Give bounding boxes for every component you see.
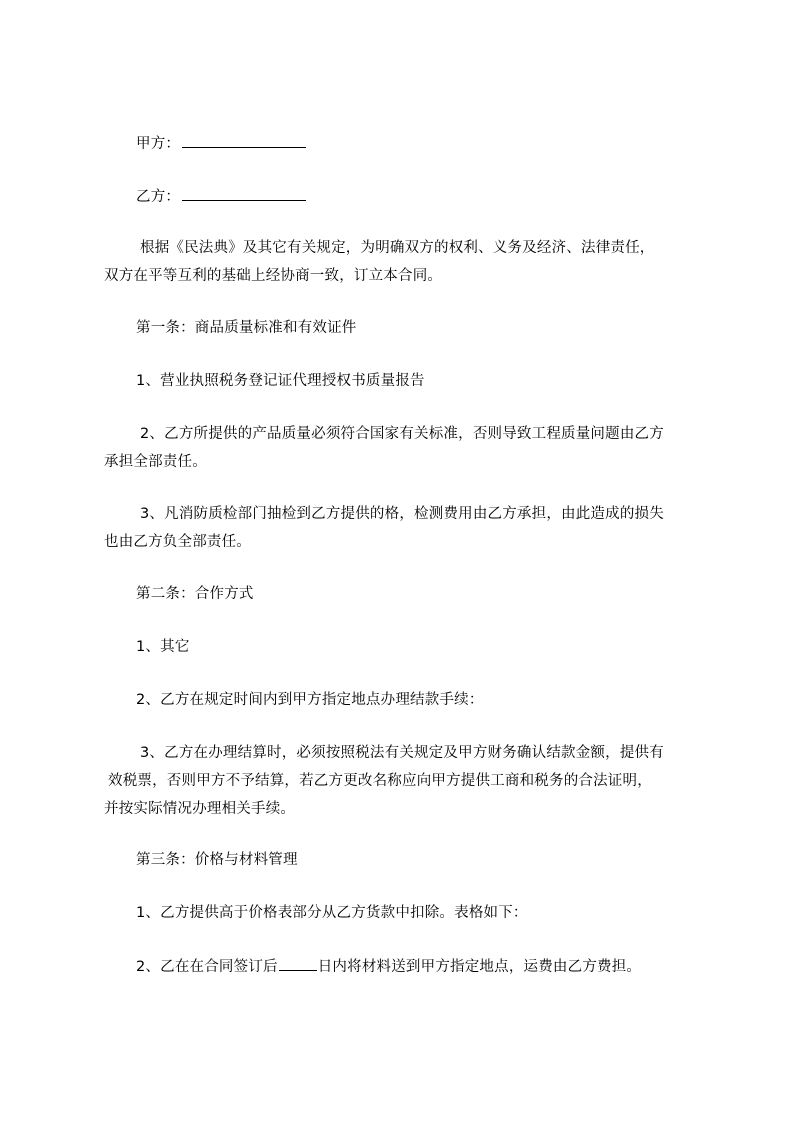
- article-1-item-1: 1、营业执照税务登记证代理授权书质量报告: [136, 373, 425, 389]
- article-1-item-3-line-2: 也由乙方负全部责任。: [104, 534, 251, 550]
- article-1-heading: 第一条：商品质量标准和有效证件: [136, 320, 357, 336]
- party-b-line: [136, 186, 306, 207]
- party-a-blank: [182, 133, 306, 148]
- article-2-item-3-line-2: 效税票，否则甲方不予结算，若乙方更改名称应向甲方提供工商和税务的合法证明，: [108, 773, 652, 789]
- article-1-item-2-line-2: 承担全部责任。: [104, 454, 207, 470]
- article-2-heading: 第二条：合作方式: [136, 586, 254, 602]
- article-2-item-3-line-1: 3、乙方在办理结算时，必须按照税法有关规定及甲方财务确认结款金额，提供有: [140, 745, 664, 761]
- article-3-item-2-before: 2、乙在在合同签订后: [136, 959, 278, 975]
- party-a-label: 甲方：: [136, 136, 181, 152]
- party-b-blank: [182, 186, 306, 201]
- party-a-line: [136, 133, 306, 154]
- article-2-item-1: 1、其它: [136, 639, 190, 655]
- article-1-item-2-line-1: 2、乙方所提供的产品质量必须符合国家有关标准，否则导致工程质量问题由乙方: [140, 426, 664, 442]
- article-3-item-2: [136, 956, 641, 977]
- delivery-days-blank: [279, 956, 317, 971]
- article-2-item-3-line-3: 并按实际情况办理相关手续。: [104, 801, 296, 817]
- preamble-line-1: 根据《民法典》及其它有关规定，为明确双方的权利、义务及经济、法律责任，: [140, 240, 655, 256]
- article-3-item-2-after: 日内将材料送到甲方指定地点，运费由乙方费担。: [317, 959, 642, 975]
- party-b-label: 乙方：: [136, 189, 181, 205]
- article-2-item-2: 2、乙方在规定时间内到甲方指定地点办理结款手续：: [136, 692, 484, 708]
- article-3-item-1: 1、乙方提供高于价格表部分从乙方货款中扣除。表格如下：: [136, 905, 528, 921]
- preamble-line-2: 双方在平等互利的基础上经协商一致，订立本合同。: [104, 268, 443, 284]
- article-1-item-3-line-1: 3、凡消防质检部门抽检到乙方提供的格，检测费用由乙方承担，由此造成的损失: [140, 506, 664, 522]
- article-3-heading: 第三条：价格与材料管理: [136, 852, 298, 868]
